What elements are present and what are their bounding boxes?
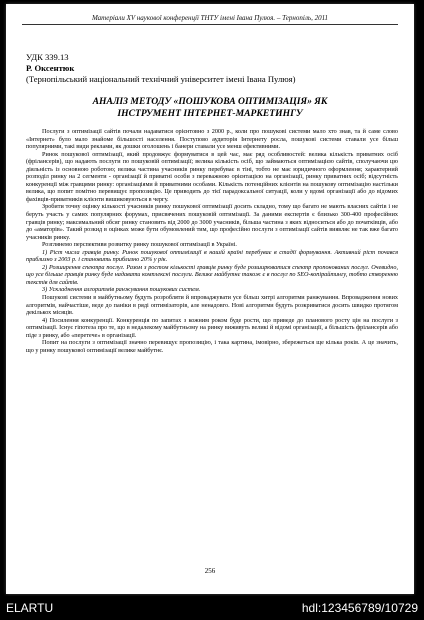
article-meta [26,52,295,85]
title-line-1: АНАЛІЗ МЕТОДУ «ПОШУКОВА ОПТИМІЗАЦІЯ» ЯК [92,96,328,107]
document-page [6,4,414,594]
list-item: 3) Ускладнення алгоритмів ранжування пошукових систем. [42,286,201,294]
article-body [26,128,398,354]
repository-name: ELARTU [6,601,54,615]
body-paragraph: Ринок пошукової оптимізації, який продовжує формуватися в цей час, має ряд особливостей: велика кількість приватних осіб (фрілансерів), що надають послуги по пошуковій оптимізації; велика кількість осіб, що займаються оптимізацією сайтів, сполучаючи цю діяльність із основною роботою; велика частина учасників ринку перебуває в тіні, тобто не має юридичного оформлення; характерний розподіл ринку на 2 сегменти - організації й приватні особи з переважною орієнтацією на організації, ринку приватних осіб; відсутність конкуренції між гравцями ринку: організаціями й приватними особами. Кількість потенційних клієнтів на пошукову оптимізацію настільки велика, що попит помітно перевищує пропозицію. Це приводить до тієї парадоксальної ситуації, коли у вдомі організації або до відомих фахівців-приватників клієнти вишиковуються в чергу. [26,150,398,203]
udc-code: УДК 339.13 [26,52,69,62]
page-number: 256 [204,567,216,575]
body-paragraph: Пошукові системи в майбутньому будуть розробляти й впроваджувати усе більш хитрі алгоритми ранжування. Впровадження нових алгоритмів, найчастіше, веде до паніки в ряді оптимізаторів, але ненадовго. Нові алгоритми будуть розкриватися досить швидко протягом декількох місяців. [26,294,398,317]
author-affiliation: (Тернопільський національний технічний університет імені Івана Пулюя) [26,74,296,84]
body-paragraph: Зробити точну оцінку кількості учасників ринку пошукової оптимізації досить складно, тому що багато не мають власних сайтів і не беруть участь у самих популярних форумах, присвячених пошуковій оптимізації. За даними експертів є близько 300-400 професійних гравців ринку; максимальний обсяг ринку становить від 2000 до 3000 учасників, більша частина з яких відноситься або до початківців, або до «аматорів». Такий розкид в оцінках може бути обумовлений тим, що професійно послуги з оптимізації сайтів виявляє не так вже багато учасників ринку. [26,203,398,241]
running-head: Матеріали XV наукової конференції ТНТУ імені Івана Пулюя. – Тернопіль, 2011 [22,14,398,25]
body-paragraph: Розглянемо перспективи розвитку ринку пошукової оптимізації в Україні. [42,241,237,249]
list-item: 1) Ріст числа гравців ринку. Ринок пошукової оптимізації в нашій країні перебуває в стадії формування. Активний ріст почався приблизно з 2003 р. і становить приблизно 20% у рік. [26,248,398,264]
list-item: 2) Розширення спектра послуг. Разом з ростом кількості гравців ринку буде розширюватися спектр пропонованих послуг. Очевидно, що усе більше гравців ринку буде надавати комплексні послуги. Велике майбутнє також є в послуг по SEO-копірайтингу, тобто створенню текстів для сайтів. [26,263,398,286]
body-paragraph: Попит на послуги з оптимізації значно перевищує пропозицію, і така картина, імовірно, збережеться ще кілька років. А це значить, що у ринку пошукової оптимізації велике майбутнє. [26,339,398,354]
body-paragraph: Послуги з оптимізації сайтів почали надаватися орієнтовно з 2000 р., коли про пошукові системи мало хто знав, та й саме слово «Інтернет» було мало знайоме більшості населення. Поступово аудиторія Інтернету росла, пошукові системи ставали усе більш популярними, такі види реклами, як дошки оголошень і банери ставали усе менш ефективними. [26,128,398,151]
viewer-footer [0,596,424,620]
body-paragraph: 4) Посилення конкуренції. Конкуренція по запитах з кожним роком буде рости, що приведе до планового росту цін на послуги з оптимізації. Існує гіпотеза про те, що в недалекому майбутньому на ринку виживуть великі й відомі організації, а більшість фрілансерів або піде з ринку, або «перетече» в організації. [26,316,398,339]
author-name: Р. Оксентюк [26,63,75,73]
handle-identifier[interactable]: hdl:123456789/10729 [301,601,418,615]
article-title [46,96,374,120]
title-line-2: ІНСТРУМЕНТ ІНТЕРНЕТ-МАРКЕТИНГУ [117,108,303,119]
